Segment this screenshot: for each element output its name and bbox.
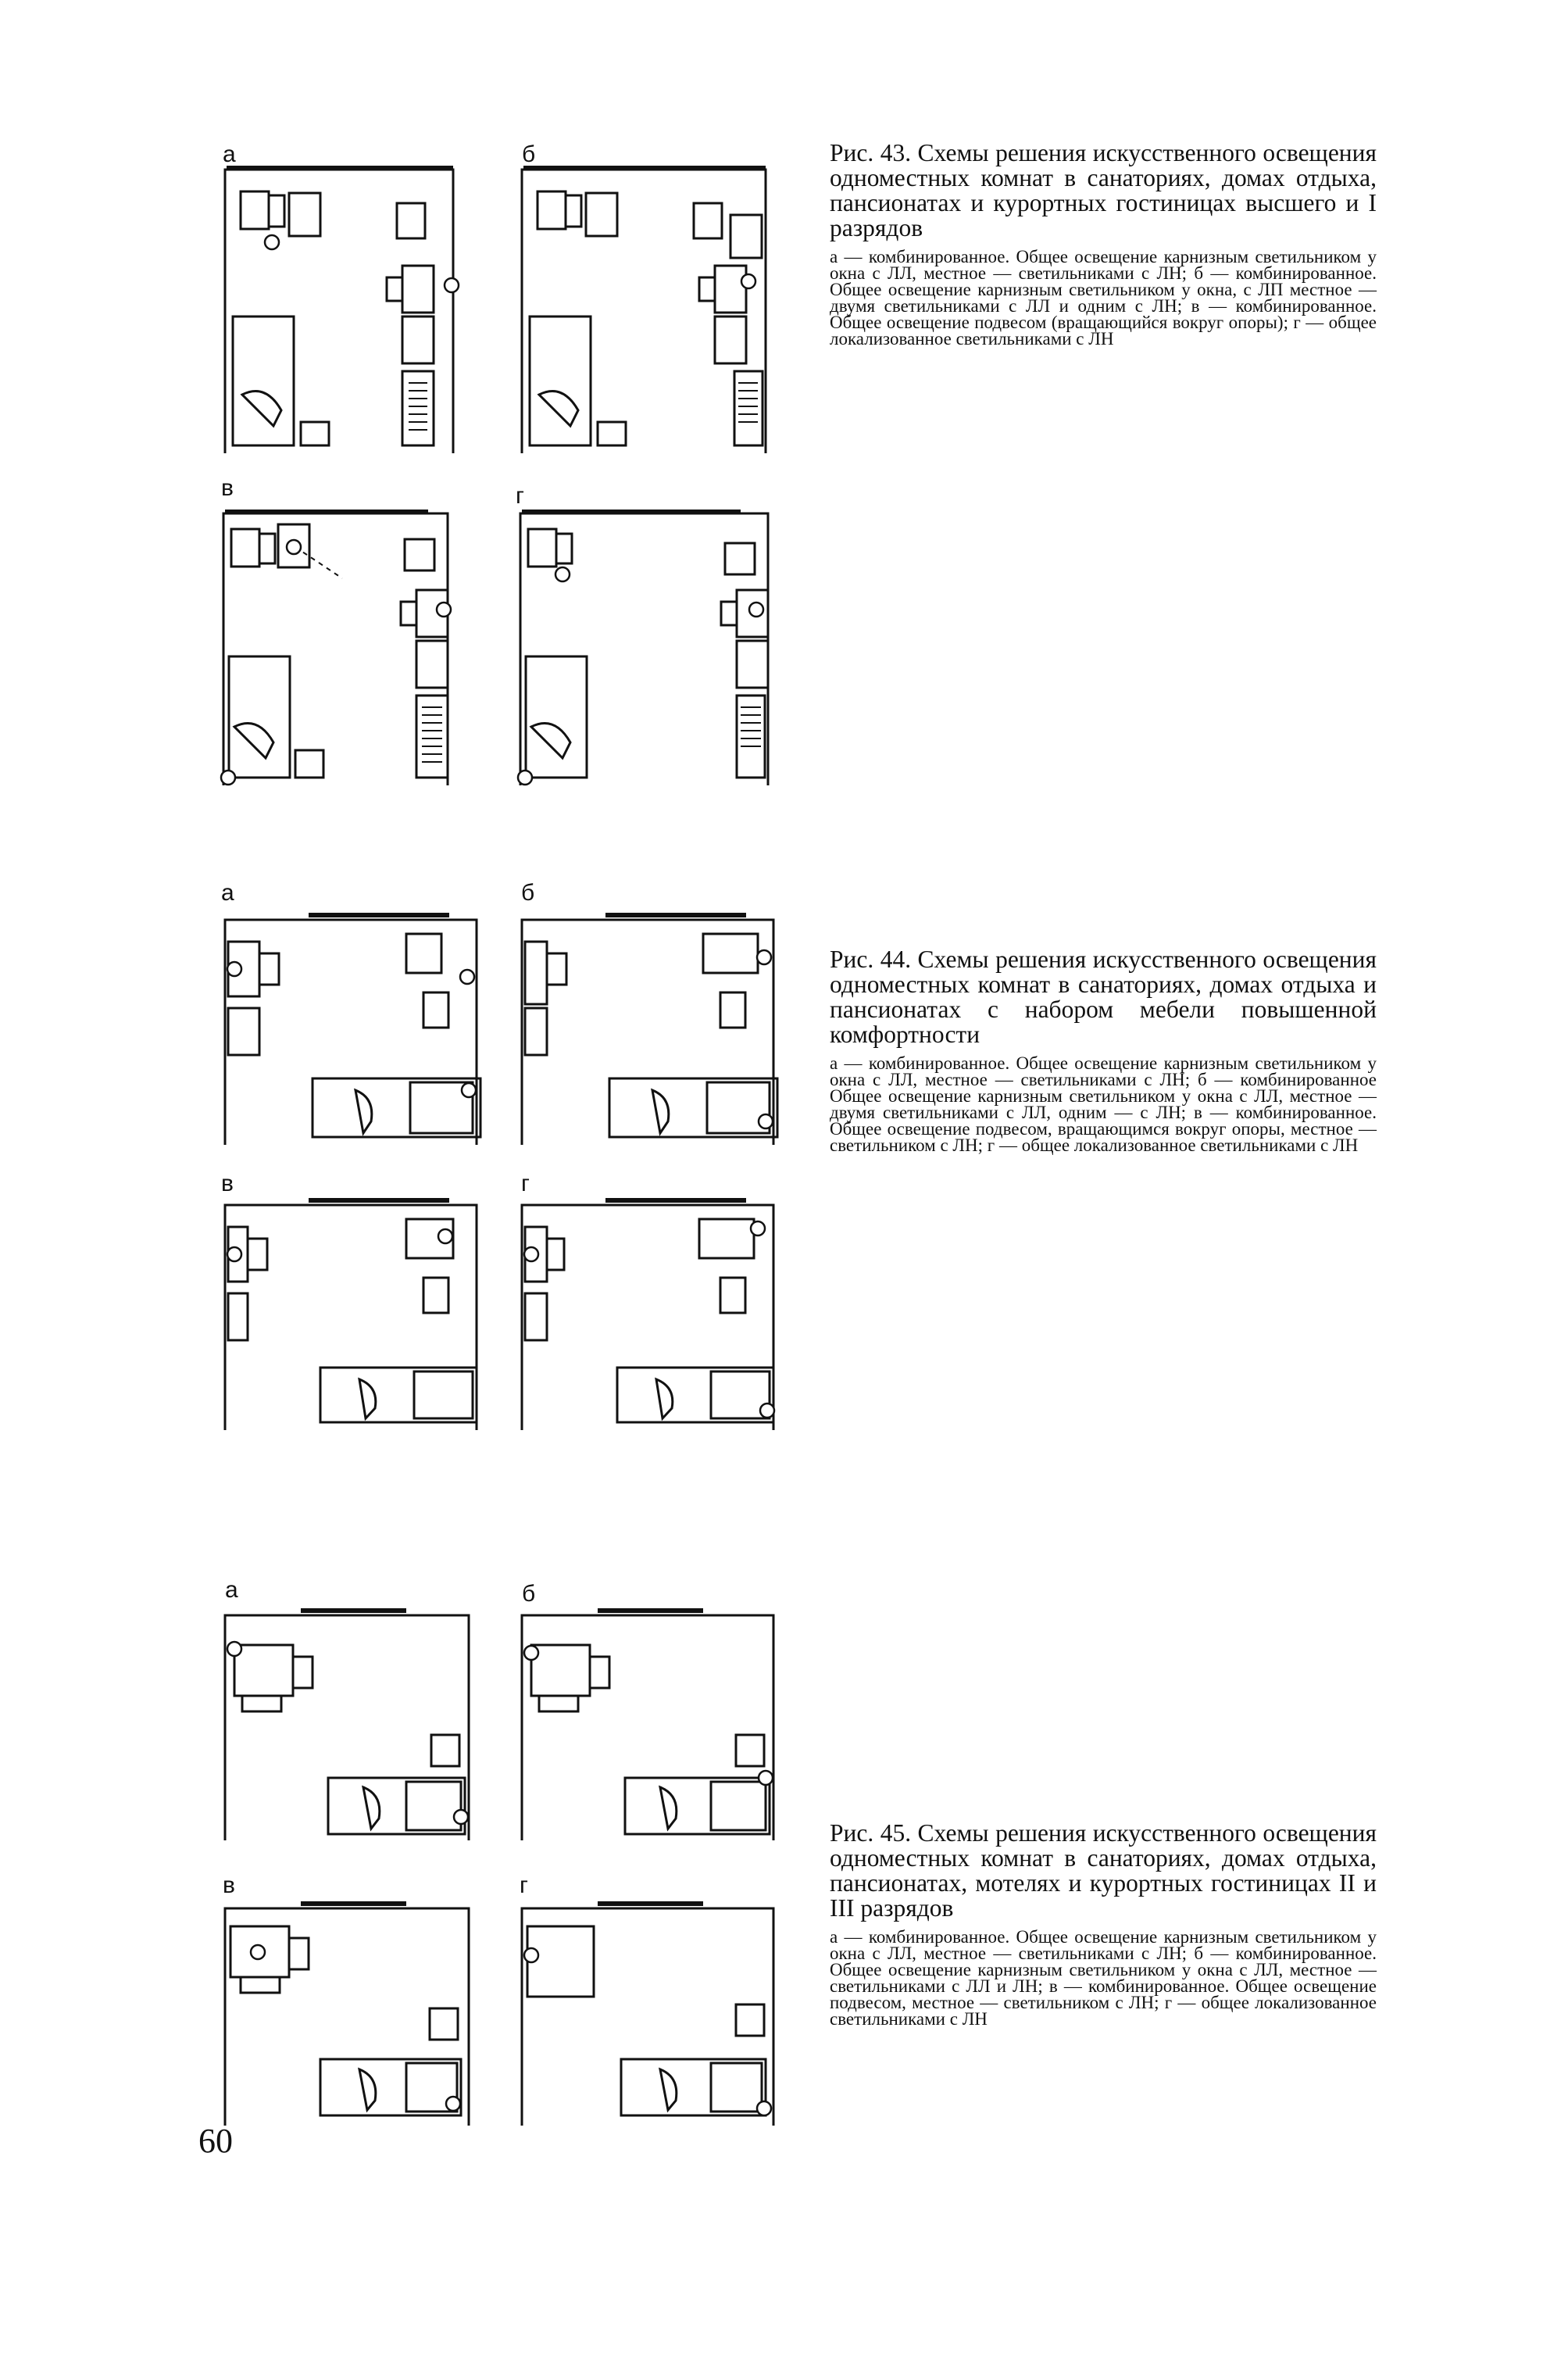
fig45-plan-a — [219, 1606, 477, 1848]
fig43-description: а — комбинированное. Общее освещение карнизным светильником у окна с ЛЛ, местное — светильниками с ЛН; б — комбинированное. Общее освещение карнизным светильником у окна, с ЛП местное — двумя светильниками с ЛЛ и одним с ЛН; в — комбинированное. Общее освещение подвесом (вращающийся вокруг опоры); г — общее локализованное светильниками с ЛН — [830, 247, 1377, 349]
fig43-plan-b — [516, 160, 773, 461]
fig45-plan-g — [516, 1899, 781, 2133]
fig43-plan-a-label: а — [223, 141, 236, 167]
fig44-plan-g — [516, 1196, 785, 1438]
fig45-plan-v-label: в — [223, 1872, 235, 1898]
fig44-description: а — комбинированное. Общее освещение карнизным светильником у окна с ЛЛ, местное — светильниками с ЛН; б — комбинированное Общее освещение карнизным светильником у окна с ЛЛ, местное — двумя светильниками с ЛЛ, одним — с ЛН; в — комбинированное. Общее освещение подвесом, вращающимся вокруг опоры, местное — светильником с ЛН; г — общее локализованное светильниками с ЛН — [830, 1053, 1377, 1155]
fig45-title: Рис. 45. Схемы решения искусственного освещения одноместных комнат в санаториях, домах отдыха, пансионатах, мотелях и курортных гостиницах II и III разрядов — [830, 1819, 1377, 1922]
fig44-plan-v-label: в — [221, 1171, 234, 1196]
fig45-plan-b-label: б — [522, 1581, 536, 1607]
fig44-plan-a-label: а — [221, 880, 234, 906]
fig43-caption — [830, 141, 1377, 347]
fig44-plan-a — [219, 910, 484, 1153]
fig43-plan-g — [514, 504, 776, 793]
page-number: 60 — [198, 2122, 233, 2160]
fig44-plan-g-label: г — [521, 1171, 530, 1196]
fig45-plan-v — [219, 1899, 477, 2133]
fig44-title: Рис. 44. Схемы решения искусственного освещения одноместных комнат в санаториях, домах отдыха и пансионатах с набором мебели повышенной комфортности — [830, 946, 1377, 1048]
fig43-plan-g-label: г — [516, 483, 524, 509]
fig43-plan-v-label: в — [221, 475, 234, 501]
fig44-plan-b — [516, 910, 785, 1153]
fig44-plan-v — [219, 1196, 484, 1438]
fig45-plan-g-label: г — [520, 1872, 528, 1898]
fig44-plan-b-label: б — [521, 880, 535, 906]
fig43-plan-a — [219, 160, 465, 461]
fig45-caption — [830, 1821, 1377, 2027]
fig43-title: Рис. 43. Схемы решения искусственного освещения одноместных комнат в санаториях, домах отдыха, пансионатах и курортных гостиницах высшего и I разрядов — [830, 139, 1377, 241]
fig45-plan-a-label: а — [225, 1577, 238, 1603]
fig43-plan-v — [217, 504, 463, 793]
fig44-caption — [830, 947, 1377, 1153]
fig45-plan-b — [516, 1606, 781, 1848]
fig43-plan-b-label: б — [522, 141, 536, 167]
fig45-description: а — комбинированное. Общее освещение карнизным светильником у окна с ЛЛ, местное — светильниками с ЛН; б — комбинированное. Общее освещение карнизным светильником у окна с ЛЛ, местное — светильниками с ЛЛ и ЛН; в — комбинированное. Общее освещение подвесом, местное — светильником с ЛН; г — общее локализованное светильниками с ЛН — [830, 1927, 1377, 2029]
